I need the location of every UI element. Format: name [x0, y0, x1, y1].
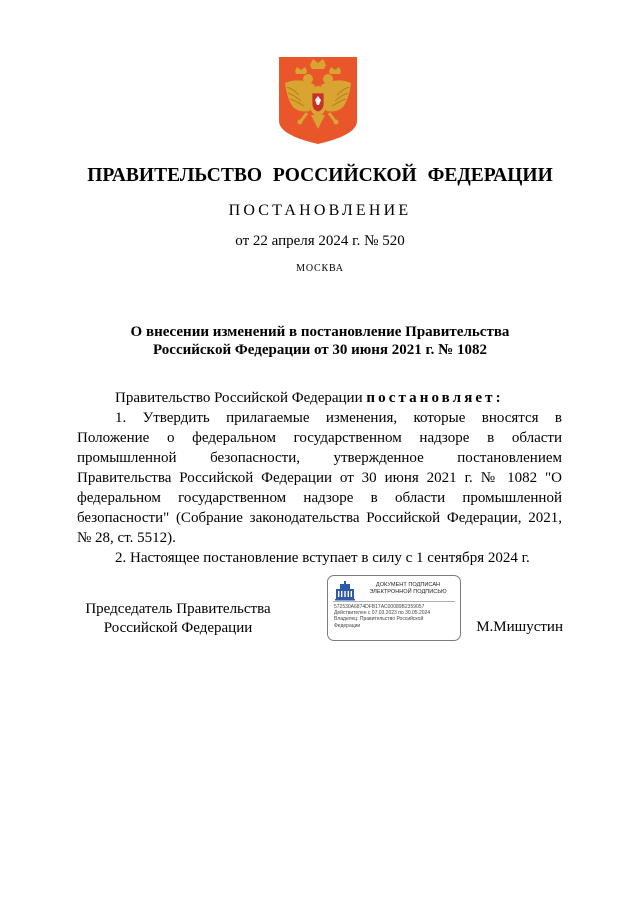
heading-line-2: Российской Федерации от 30 июня 2021 г. № 1082: [153, 342, 487, 358]
stamp-divider: [333, 601, 455, 602]
stamp-title-line-1: ДОКУМЕНТ ПОДПИСАН: [375, 582, 441, 588]
heading-line-1: О внесении изменений в постановление Правительства: [130, 324, 510, 340]
document-date: от 22 апреля 2024 г. № 520: [235, 233, 405, 249]
document-type: ПОСТАНОВЛЕНИЕ: [228, 202, 412, 219]
body-item-2: 2. Настоящее постановление вступает в силу с 1 сентября 2024 г.: [115, 550, 530, 566]
stamp-logo: [334, 581, 356, 601]
stamp-title-line-2: ЭЛЕКТРОННОЙ ПОДПИСЬЮ: [369, 589, 447, 595]
stamp-owner-line-1: Владелец: Правительство Российской: [334, 616, 424, 623]
resolves-word: постановляет:: [366, 390, 504, 406]
coat-of-arms-emblem: [277, 55, 359, 145]
document-city: МОСКВА: [296, 263, 344, 274]
electronic-signature-stamp: [327, 575, 461, 641]
government-building-icon: [334, 581, 356, 601]
body-lead: [77, 388, 562, 408]
stamp-owner-line-2: Федерации: [334, 622, 361, 629]
lead-text: Правительство Российской Федерации: [115, 390, 367, 406]
position-line-1: Председатель Правительства: [85, 601, 271, 617]
document-body: [77, 388, 562, 568]
stamp-info: [334, 604, 456, 629]
stamp-validity: Действителен с 07.03.2023 по 30.05.2024: [334, 610, 431, 617]
stamp-title: [358, 582, 458, 596]
stamp-certificate: 572530A6874DFB17AC00089B2359057: [334, 604, 425, 610]
document-heading: [0, 323, 640, 359]
russian-coat-of-arms-icon: [277, 55, 359, 145]
signatory-name: М.Мишустин: [476, 619, 563, 635]
signatory-position: [78, 600, 278, 638]
body-item-1: 1. Утвердить прилагаемые изменения, которые вносятся в Положение о федеральном государственном надзоре в области промышленной безопасности, утвержденное постановлением Правительства Российской Федерации от 30 июня 2021 г. № 1082 "О федеральном государственном надзоре в области промышленной безопасности" (Собрание законодательства Российской Федерации, 2021, № 28, ст. 5512).: [77, 410, 562, 546]
position-line-2: Российской Федерации: [103, 620, 253, 636]
government-title: ПРАВИТЕЛЬСТВО РОССИЙСКОЙ ФЕДЕРАЦИИ: [87, 165, 553, 186]
